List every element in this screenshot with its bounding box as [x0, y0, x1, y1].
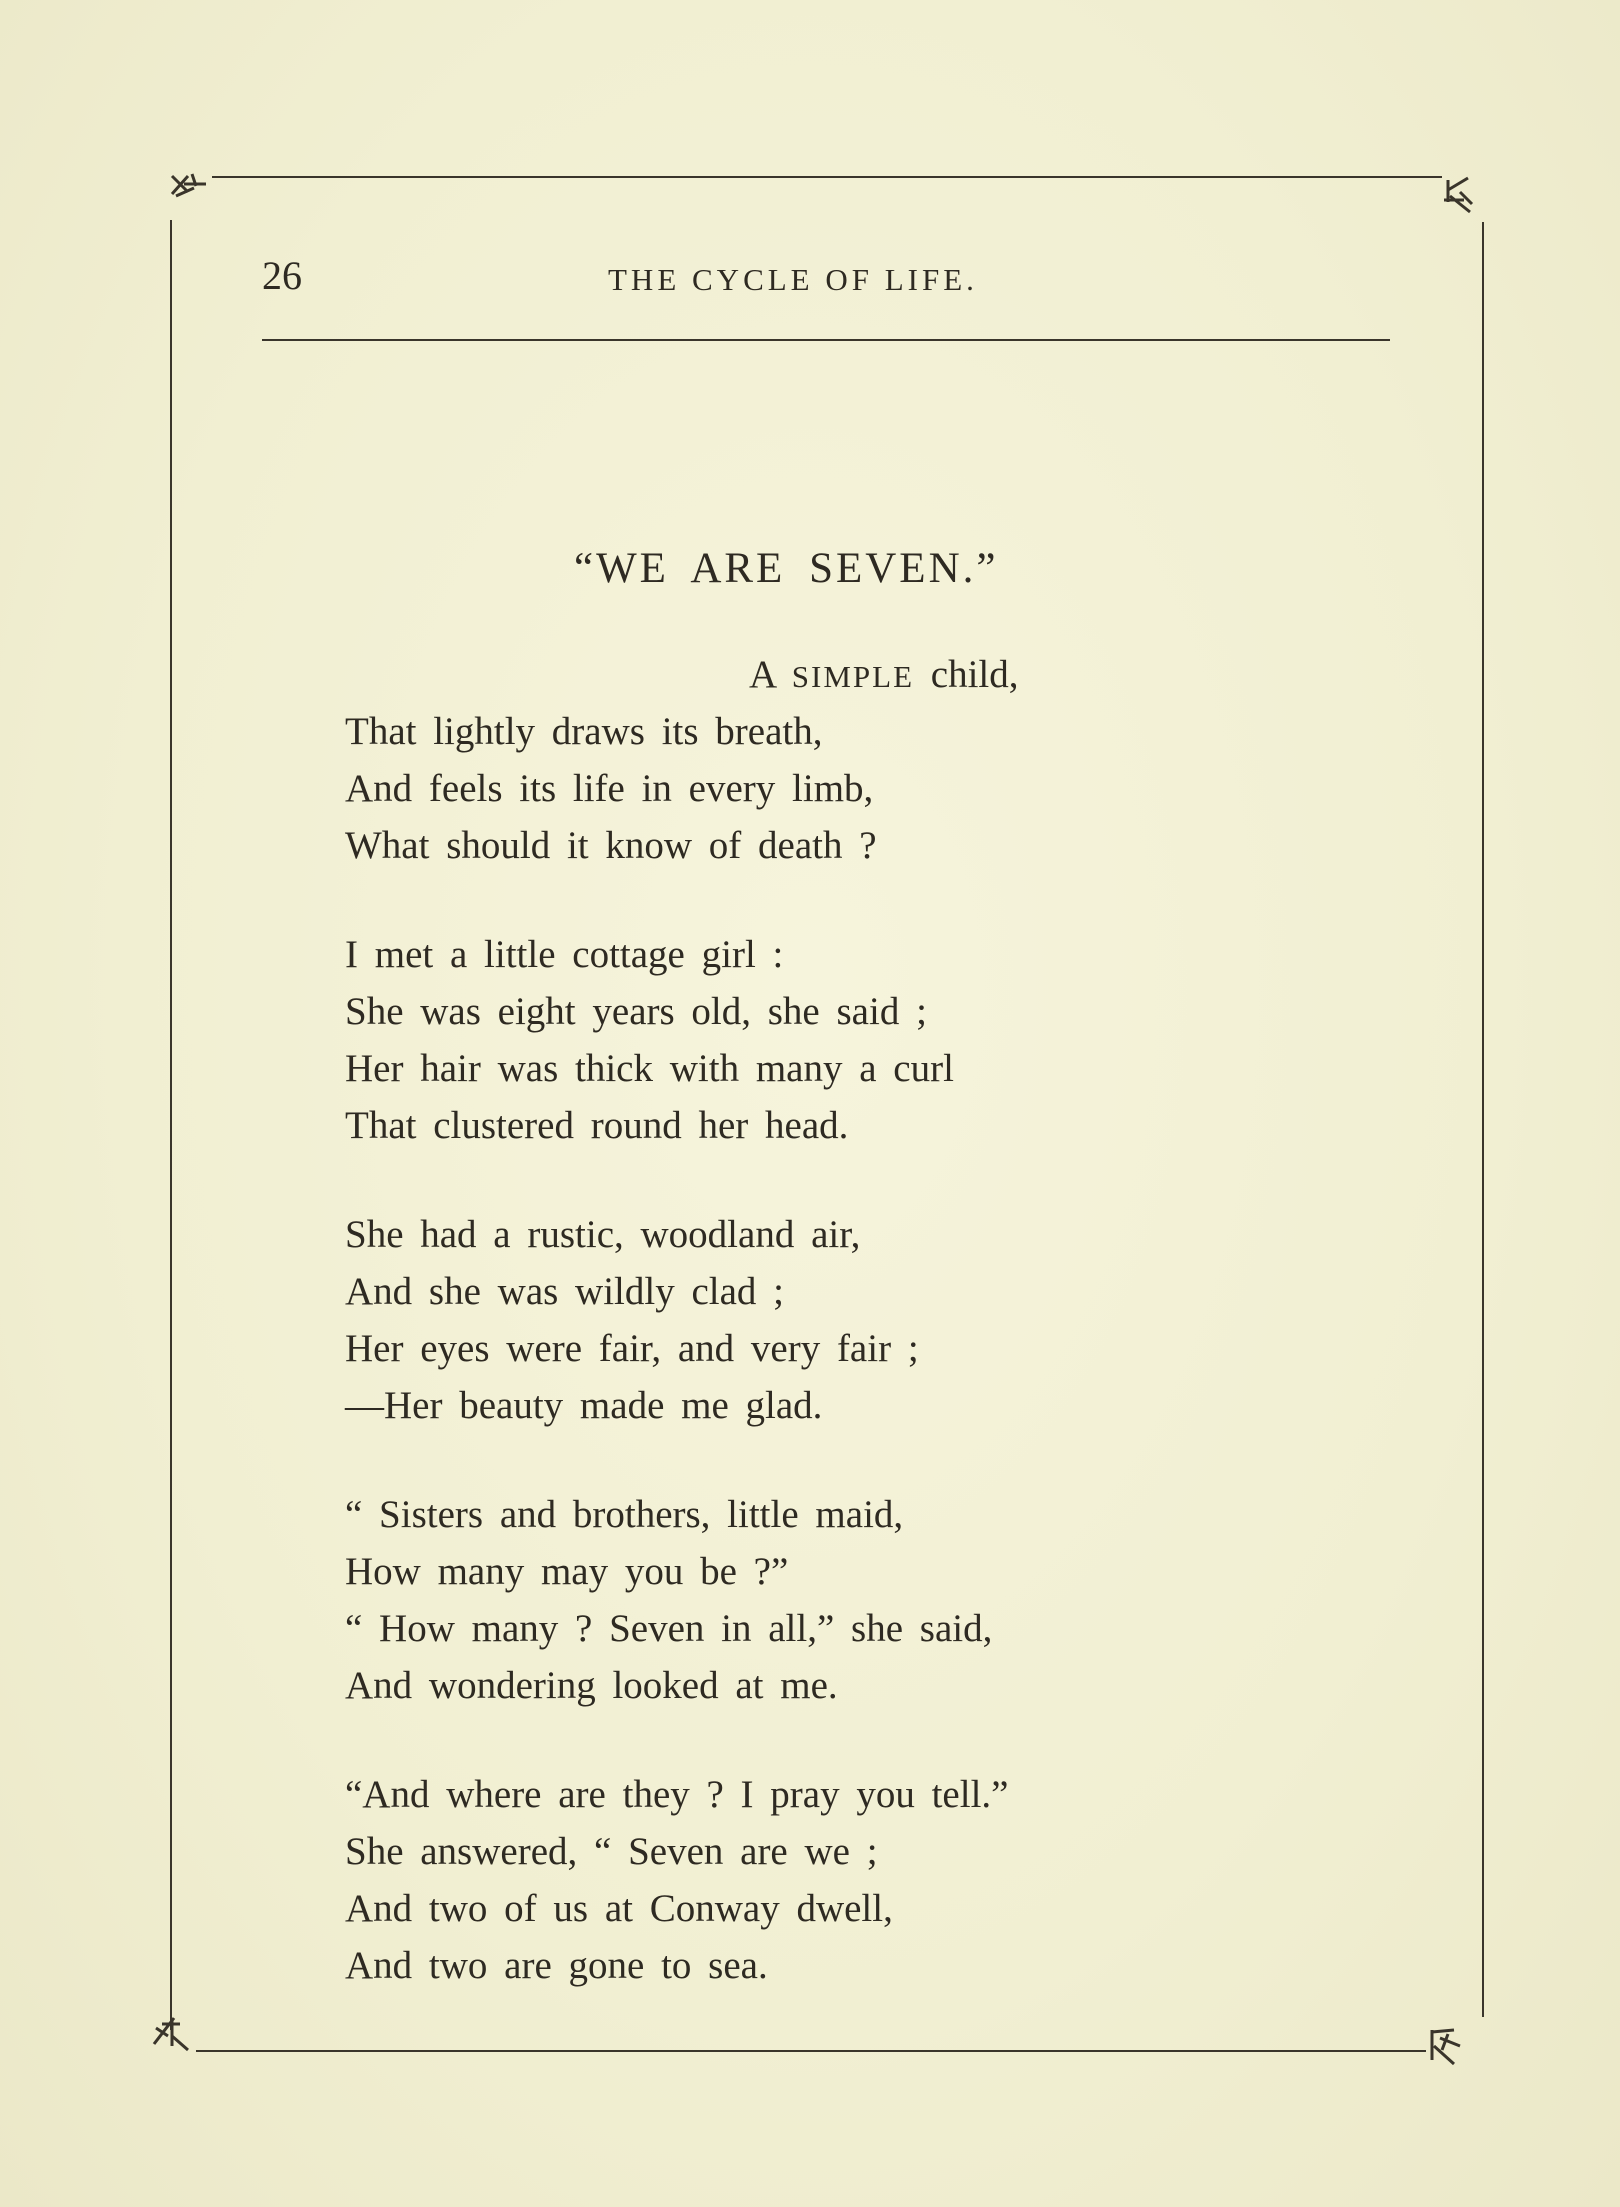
poem-line: What should it know of death ? [345, 824, 877, 867]
poem-first-line [345, 646, 1245, 703]
corner-ornament-icon [148, 2006, 200, 2058]
first-line-initial: A [749, 653, 776, 696]
poem-line: That clustered round her head. [345, 1104, 849, 1147]
first-line-rest: child, [930, 653, 1019, 696]
stanza-break [345, 1434, 1245, 1486]
poem-line: And she was wildly clad ; [345, 1270, 785, 1313]
frame-left-rule [170, 220, 172, 2030]
poem-line: That lightly draws its breath, [345, 710, 823, 753]
poem-line: She had a rustic, woodland air, [345, 1213, 861, 1256]
corner-ornament-icon [166, 166, 218, 218]
poem-line: How many may you be ?” [345, 1550, 789, 1593]
poem-line: She answered, “ Seven are we ; [345, 1830, 878, 1873]
first-line-smallcaps: SIMPLE [791, 659, 915, 694]
stanza-break [345, 1154, 1245, 1206]
poem-line: And two of us at Conway dwell, [345, 1887, 893, 1930]
poem-line: “ How many ? Seven in all,” she said, [345, 1607, 993, 1650]
poem-line: And two are gone to sea. [345, 1944, 768, 1987]
frame-bottom-rule [196, 2050, 1426, 2052]
poem-line: I met a little cottage girl : [345, 933, 784, 976]
poem-body [345, 646, 1245, 1994]
stanza-break [345, 1714, 1245, 1766]
poem-line: Her eyes were fair, and very fair ; [345, 1327, 919, 1370]
header-rule [262, 339, 1390, 341]
frame-right-rule [1482, 222, 1484, 2017]
corner-ornament-icon [1420, 2020, 1472, 2072]
poem-line: “ Sisters and brothers, little maid, [345, 1493, 904, 1536]
poem-title: “WE ARE SEVEN.” [574, 545, 999, 592]
stanza-break [345, 874, 1245, 926]
poem-line: And feels its life in every limb, [345, 767, 874, 810]
frame-top-rule [212, 176, 1442, 178]
poem-line: She was eight years old, she said ; [345, 990, 927, 1033]
poem-line: —Her beauty made me glad. [345, 1384, 823, 1427]
poem-line: Her hair was thick with many a curl [345, 1047, 954, 1090]
page-number: 26 [262, 253, 302, 298]
running-title: THE CYCLE OF LIFE. [608, 262, 978, 297]
poem-line: “And where are they ? I pray you tell.” [345, 1773, 1009, 1816]
poem-line: And wondering looked at me. [345, 1664, 838, 1707]
corner-ornament-icon [1440, 172, 1492, 224]
